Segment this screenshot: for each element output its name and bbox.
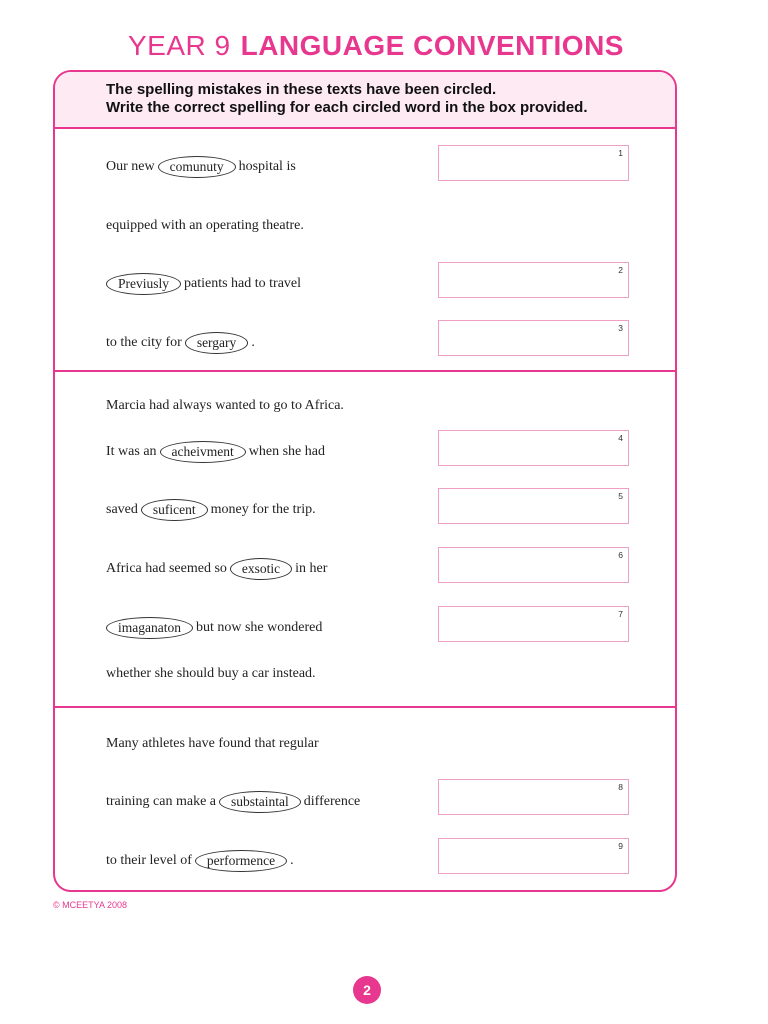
answer-box-4[interactable]	[438, 430, 629, 466]
answer-box-9[interactable]	[438, 838, 629, 874]
circled-word-5: suficent	[141, 499, 208, 521]
answer-box-6[interactable]	[438, 547, 629, 583]
circled-word-9: performence	[195, 850, 287, 872]
passage-2-line-4	[106, 555, 327, 583]
text-before: saved	[106, 502, 138, 517]
passage-1-line-2	[106, 212, 304, 240]
passage-1-line-1	[106, 153, 296, 181]
text-before: training can make a	[106, 794, 217, 809]
text-after: hospital is	[238, 159, 296, 174]
text-before: whether she should buy a car instead.	[106, 666, 316, 681]
passage-1-line-4	[106, 329, 255, 357]
text-before: to the city for	[106, 335, 182, 350]
text-after: .	[290, 853, 294, 868]
circled-word-1: comunuty	[158, 156, 236, 178]
answer-number: 9	[618, 841, 623, 851]
passage-2-line-5	[106, 614, 322, 642]
text-after: patients had to travel	[184, 276, 302, 291]
circled-word-3: sergary	[185, 332, 249, 354]
instructions-panel	[55, 72, 675, 129]
answer-box-2[interactable]	[438, 262, 629, 298]
text-before: Many athletes have found that regular	[106, 736, 319, 751]
page-title	[128, 30, 624, 62]
answer-number: 5	[618, 491, 623, 501]
year-label: YEAR 9	[128, 30, 231, 61]
answer-box-7[interactable]	[438, 606, 629, 642]
passage-2-line-1	[106, 392, 344, 420]
copyright-notice: © MCEETYA 2008	[53, 900, 127, 910]
page-number-badge: 2	[353, 976, 381, 1004]
circled-word-8: substaintal	[219, 791, 301, 813]
text-after: in her	[295, 561, 328, 576]
text-before: Marcia had always wanted to go to Africa.	[106, 398, 344, 413]
passage-divider	[55, 706, 675, 708]
text-after: but now she wondered	[195, 620, 323, 635]
passage-1-line-3	[106, 270, 301, 298]
circled-word-2: Previusly	[106, 273, 181, 295]
instruction-line-1: The spelling mistakes in these texts have been circled.	[106, 81, 497, 98]
answer-box-5[interactable]	[438, 488, 629, 524]
section-title: LANGUAGE CONVENTIONS	[240, 30, 624, 61]
text-after: difference	[303, 794, 361, 809]
passage-divider	[55, 370, 675, 372]
passage-2-line-3	[106, 496, 316, 524]
passage-2-line-2	[106, 438, 325, 466]
answer-number: 2	[618, 265, 623, 275]
answer-number: 6	[618, 550, 623, 560]
passage-3-line-1	[106, 730, 319, 758]
text-before: Our new	[106, 159, 155, 174]
text-before: to their level of	[106, 853, 192, 868]
circled-word-6: exsotic	[230, 558, 292, 580]
text-after: when she had	[248, 444, 325, 459]
answer-box-8[interactable]	[438, 779, 629, 815]
answer-box-1[interactable]	[438, 145, 629, 181]
passage-3-line-3	[106, 847, 294, 875]
text-before: Africa had seemed so	[106, 561, 227, 576]
answer-number: 4	[618, 433, 623, 443]
text-after: money for the trip.	[210, 502, 316, 517]
answer-number: 1	[618, 148, 623, 158]
circled-word-4: acheivment	[160, 441, 246, 463]
answer-box-3[interactable]	[438, 320, 629, 356]
text-before: It was an	[106, 444, 157, 459]
text-before: equipped with an operating theatre.	[106, 218, 304, 233]
passage-3-line-2	[106, 788, 360, 816]
circled-word-7: imaganaton	[106, 617, 193, 639]
answer-number: 7	[618, 609, 623, 619]
text-after: .	[251, 335, 255, 350]
instruction-line-2: Write the correct spelling for each circled word in the box provided.	[106, 99, 588, 116]
question-frame	[53, 70, 677, 892]
passage-2-line-6	[106, 660, 316, 688]
answer-number: 8	[618, 782, 623, 792]
answer-number: 3	[618, 323, 623, 333]
